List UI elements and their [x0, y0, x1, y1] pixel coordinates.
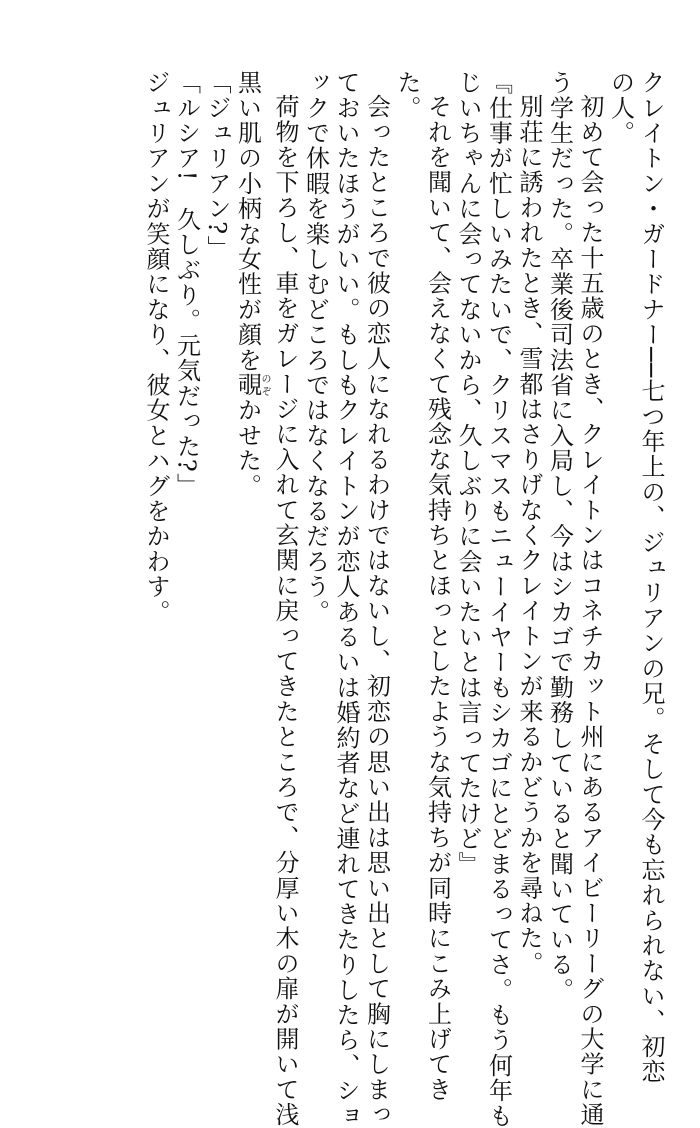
text-line: 初めて会った十五歳のとき、クレイトンはコネチカット州にあるアイビーリーグの大学に通 [576, 94, 604, 1128]
text-line: じいちゃんに会ってないから、久しぶりに会いたいとは言ってたけど』 [454, 70, 482, 877]
text-line: の人。 [606, 70, 635, 146]
text-line: ておいたほうがいい。もしもクレイトンが恋人あるいは婚約者など連れてきたりしたら、ショ [332, 70, 360, 1128]
novel-text-body [141, 70, 667, 1128]
text-line: 荷物を下ろし、車をガレージに入れて玄関に戻ってきたところで、分厚い木の扉が開いて浅 [271, 94, 299, 1128]
text-line: 会ったところで彼の恋人になれるわけではないし、初恋の思い出は思い出として胸にしまっ [362, 94, 391, 1128]
text-segment: かせた。 [233, 397, 262, 499]
text-line: 『仕事が忙しいみたいで、クリスマスもニューイヤーもシカゴにとどまるってさ。もう何年も [484, 70, 513, 1128]
text-line: 「ルシア! 久しぶり。元気だった?」 [172, 70, 201, 499]
text-line: 別荘に誘われたとき、雪都はさりげなくクレイトンが来るかどうかを尋ねた。 [515, 94, 543, 976]
text-line: クレイトン・ガードナー──七つ年上の、ジュリアンの兄。そして今も忘れられない、初恋 [637, 70, 665, 1085]
ruby-reading: のぞ [259, 372, 270, 398]
text-line: う学生だった。卒業後司法省に入局し、今はシカゴで勤務していると聞いている。 [545, 70, 574, 1003]
text-segment: 黒い肌の小柄な女性が顔を [233, 70, 262, 373]
ruby-annotation [233, 372, 270, 398]
text-line: 「ジュリアン?」 [203, 70, 231, 261]
text-line: ジュリアンが笑顔になり、彼女とハグをかわす。 [142, 70, 170, 625]
text-line: た。 [393, 70, 421, 121]
ruby-base: 覗 [233, 372, 262, 398]
text-line: それを聞いて、会えなくて残念な気持ちとほっとしたような気持ちが同時にこみ上げてき [423, 94, 452, 1102]
text-line-with-ruby [232, 70, 270, 970]
text-line: ックで休暇を楽しむどころではなくなるだろう。 [301, 70, 330, 625]
